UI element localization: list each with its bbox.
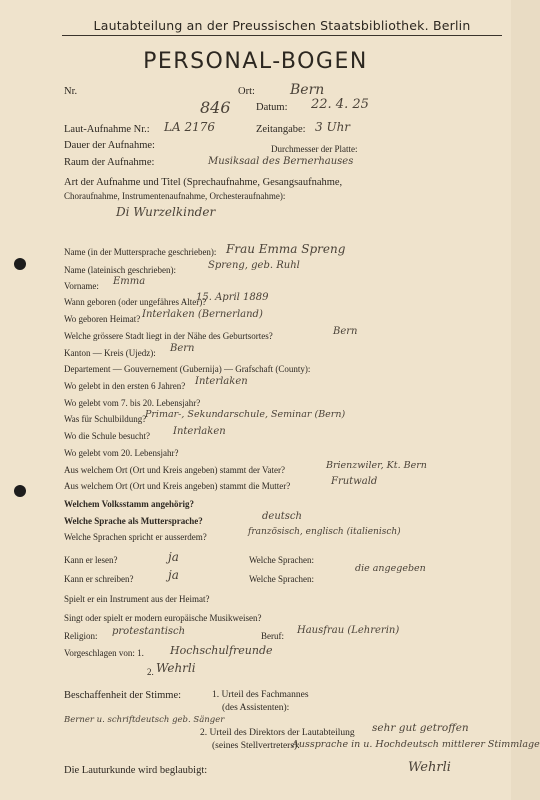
field-label-17: Welche Sprachen spricht er ausserdem? — [64, 531, 207, 542]
art-label-2: Choraufnahme, Instrumentenaufnahme, Orchesteraufnahme): — [64, 191, 286, 201]
urteil2-value-1: sehr gut getroffen — [372, 722, 469, 734]
field-value-2: Emma — [113, 275, 146, 287]
raum-value: Musiksaal des Bernerhauses — [208, 156, 354, 167]
schreiben-label: Kann er schreiben? — [64, 574, 134, 584]
vorgeschlagen-1-value: Hochschulfreunde — [170, 644, 273, 657]
urteil1-label: 1. Urteil des Fachmannes — [212, 690, 309, 700]
field-value-4: Interlaken (Bernerland) — [142, 309, 263, 320]
urteil2-label: 2. Urteil des Direktors der Lautabteilung — [200, 728, 355, 738]
laut-value: LA 2176 — [164, 120, 215, 134]
field-value-17: französisch, englisch (italienisch) — [248, 526, 401, 537]
field-label-2: Vorname: — [64, 280, 99, 291]
field-label-11: Wo die Schule besucht? — [64, 431, 151, 441]
field-value-8: Interlaken — [195, 375, 248, 387]
dauer-label: Dauer der Aufnahme: — [64, 140, 155, 151]
beruf-value: Hausfrau (Lehrerin) — [297, 625, 400, 636]
raum-label: Raum der Aufnahme: — [64, 157, 155, 168]
urteil1-sub: (des Assistenten): — [222, 703, 290, 713]
vorgeschlagen-2-value: Wehrli — [156, 661, 196, 675]
ort-value: Bern — [290, 82, 325, 98]
field-label-4: Wo geboren Heimat? — [64, 314, 141, 324]
field-label-14: Aus welchem Ort (Ort und Kreis angeben) stammt die Mutter? — [64, 481, 291, 492]
sprachen-label-1: Welche Sprachen: — [249, 555, 314, 565]
field-value-6: Bern — [170, 343, 195, 355]
zeit-value: 3 Uhr — [315, 120, 351, 134]
beruf-label: Beruf: — [261, 631, 284, 641]
field-label-10: Was für Schulbildung? — [64, 413, 147, 424]
lesen-label: Kann er lesen? — [64, 555, 118, 565]
field-label-13: Aus welchem Ort (Ort und Kreis angeben) stammt der Vater? — [64, 465, 286, 476]
field-label-7: Departement — Gouvernement (Gubernija) — Grafschaft (County): — [64, 364, 311, 375]
sprachen-value: die angegeben — [355, 563, 426, 574]
field-value-14: Frutwald — [331, 476, 378, 488]
field-label-3: Wann geboren (oder ungefähres Alter)? — [64, 296, 207, 307]
musik-label: Singt oder spielt er modern europäische Musikweisen? — [64, 613, 262, 623]
form-title: PERSONAL-BOGEN — [143, 49, 368, 74]
field-label-15: Welchem Volksstamm angehörig? — [64, 499, 195, 510]
lesen-value: ja — [168, 550, 179, 564]
field-label-0: Name (in der Muttersprache geschrieben): — [64, 247, 217, 258]
sprachen-label-2: Welche Sprachen: — [249, 574, 314, 584]
nr-value: 846 — [200, 98, 231, 117]
field-label-6: Kanton — Kreis (Ujedz): — [64, 348, 156, 359]
religion-label: Religion: — [64, 631, 98, 641]
field-label-12: Wo gelebt vom 20. Lebensjahr? — [64, 448, 179, 459]
instrument-label: Spielt er ein Instrument aus der Heimat? — [64, 594, 210, 604]
field-label-5: Welche grössere Stadt liegt in der Nähe des Geburtsortes? — [64, 331, 273, 342]
field-value-13: Brienzwiler, Kt. Bern — [326, 460, 427, 472]
zeit-label: Zeitangabe: — [256, 124, 306, 135]
vorgeschlagen-2-label: 2. — [147, 667, 154, 677]
nr-label: Nr. — [64, 86, 78, 97]
religion-value: protestantisch — [112, 626, 186, 637]
institution-header: Lautabteilung an der Preussischen Staatsbibliothek. Berlin — [62, 18, 502, 36]
field-value-1: Spreng, geb. Ruhl — [208, 259, 300, 271]
ort-label: Ort: — [238, 86, 255, 97]
field-label-1: Name (lateinisch geschrieben): — [64, 264, 176, 275]
director-signature: Wehrli — [408, 760, 451, 775]
field-value-16: deutsch — [262, 510, 302, 522]
field-value-11: Interlaken — [173, 426, 226, 437]
field-value-10: Primar-, Sekundarschule, Seminar (Bern) — [145, 408, 346, 420]
field-label-16: Welche Sprache als Muttersprache? — [64, 515, 203, 526]
laut-label: Laut-Aufnahme Nr.: — [64, 124, 150, 135]
field-value-0: Frau Emma Spreng — [226, 242, 346, 257]
beglaubigt-label: Die Lauturkunde wird beglaubigt: — [64, 765, 208, 776]
field-label-9: Wo gelebt vom 7. bis 20. Lebensjahr? — [64, 397, 201, 408]
art-value: Di Wurzelkinder — [116, 205, 216, 219]
urteil2-value-2: Aussprache in u. Hochdeutsch mittlerer Stimmlage — [292, 739, 540, 750]
datum-value: 22. 4. 25 — [311, 97, 369, 112]
stimme-label: Beschaffenheit der Stimme: — [64, 690, 182, 701]
vorgeschlagen-label: Vorgeschlagen von: 1. — [64, 648, 144, 658]
durchmesser-label: Durchmesser der Platte: — [271, 144, 358, 154]
urteil2-sub: (seines Stellvertreters): — [212, 741, 300, 751]
punch-hole-bottom — [14, 485, 26, 497]
schreiben-value: ja — [168, 568, 179, 582]
datum-label: Datum: — [256, 102, 288, 113]
field-value-3: 15. April 1889 — [196, 291, 269, 303]
urteil1-value: Berner u. schriftdeutsch geb. Sänger — [64, 715, 225, 725]
punch-hole-top — [14, 258, 26, 270]
field-value-5: Bern — [333, 326, 358, 338]
field-label-8: Wo gelebt in den ersten 6 Jahren? — [64, 380, 186, 391]
art-label: Art der Aufnahme und Titel (Sprechaufnahme, Gesangsaufnahme, — [64, 177, 343, 188]
